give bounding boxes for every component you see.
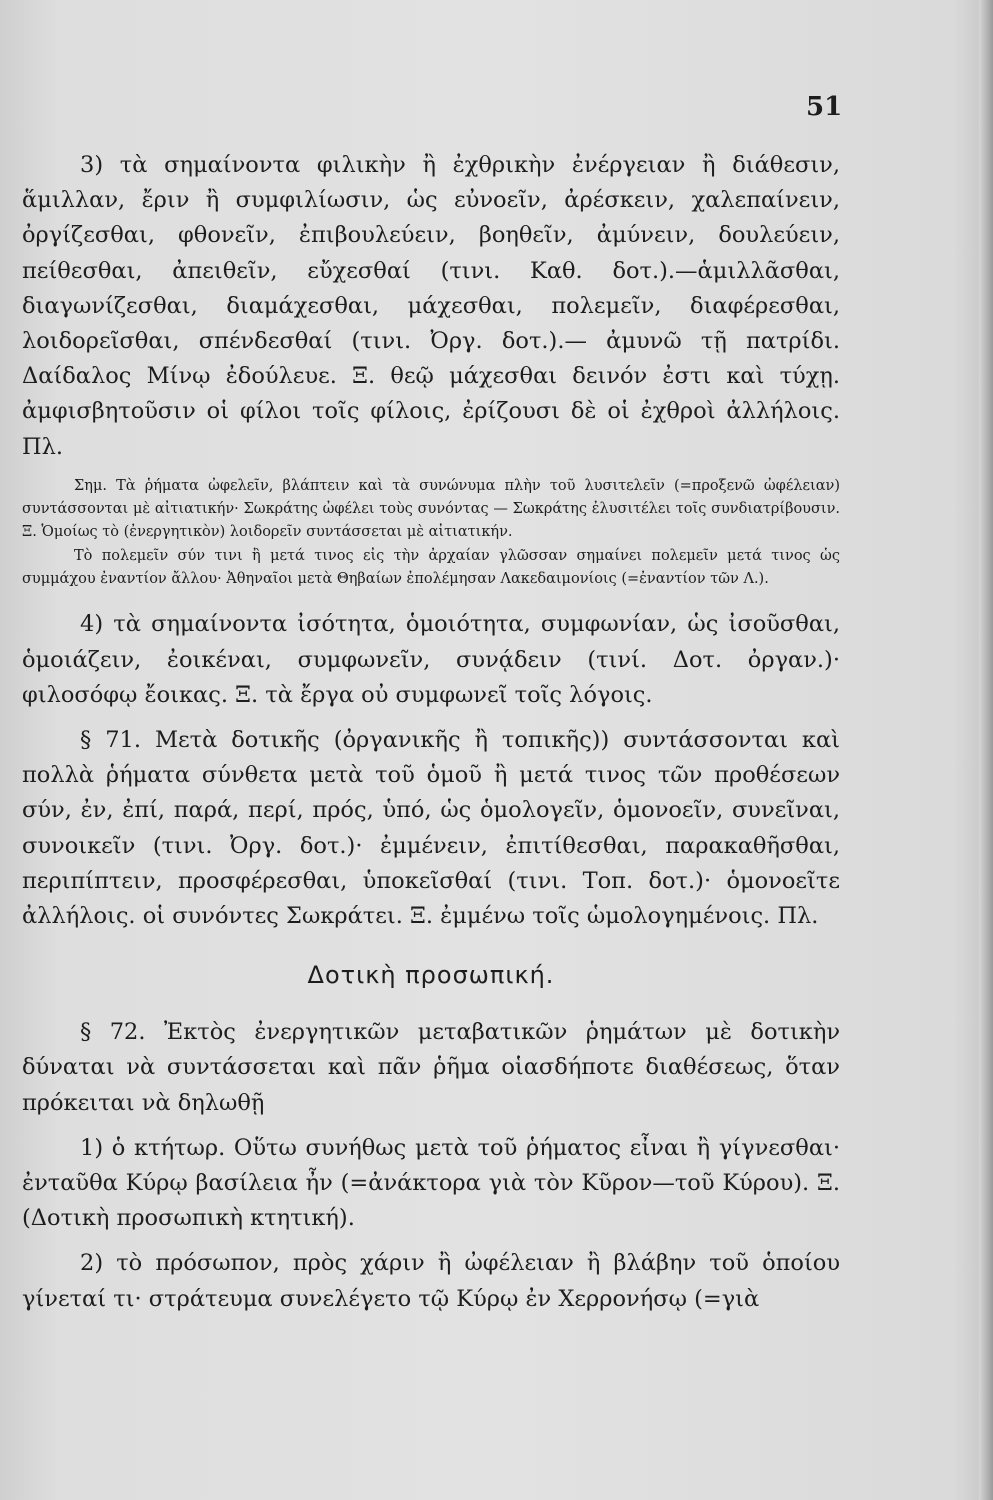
note-paragraph: Σημ. Τὰ ῥήματα ὠφελεῖν, βλάπτειν καὶ τὰ συνώνυμα πλὴν τοῦ λυσιτελεῖν (=προξενῶ ὠφέλειαν) συντάσσονται μὲ αἰτιατικήν· Σωκράτης ὠφέλει τοὺς συνόντας — Σωκράτης ἐλυσιτέλει τοῖς συνδιατρίβουσιν. Ξ. Ὁμοίως τὸ (ἐνεργητικὸν) λοιδορεῖν συντάσσεται μὲ αἰτιατικήν. — [22, 477, 840, 541]
page-body — [22, 148, 840, 1317]
paragraph-2-person: 2) τὸ πρόσωπον, πρὸς χάριν ἢ ὠφέλειαν ἢ βλάβην τοῦ ὁποίου γίνεταί τι· στράτευμα συνελέγετο τῷ Κύρῳ ἐν Χερρονήσῳ (=γιὰ — [22, 1250, 840, 1312]
page-edge-shadow — [979, 0, 993, 1500]
paragraph-1-owner: 1) ὁ κτήτωρ. Οὕτω συνήθως μετὰ τοῦ ῥήματος εἶναι ἢ γίγνεσθαι· ἐνταῦθα Κύρῳ βασίλεια ἦν (=ἀνάκτορα γιὰ τὸν Κῦρον—τοῦ Κύρου). Ξ. (Δοτικὴ προσωπικὴ κτητική). — [22, 1134, 840, 1232]
section-71-paragraph: § 71. Μετὰ δοτικῆς (ὀργανικῆς ἢ τοπικῆς)) συντάσσονται καὶ πολλὰ ῥήματα σύνθετα μετὰ τοῦ ὁμοῦ ἢ μετά τινος τῶν προθέσεων σύν, ἐν, ἐπί, παρά, περί, πρός, ὑπό, ὡς ὁμολογεῖν, ὁμονοεῖν, συνεῖναι, συνοικεῖν (τινι. Ὀργ. δοτ.)· ἐμμένειν, ἐπιτίθεσθαι, παρακαθῆσθαι, περιπίπτειν, προσφέρεσθαι, ὑποκεῖσθαί (τινι. Τοπ. δοτ.)· ὁμονοεῖτε ἀλλήλοις. οἱ συνόντες Σωκράτει. Ξ. ἐμμένω τοῖς ὡμολογημένοις. Πλ. — [22, 726, 840, 929]
note-block — [22, 475, 840, 591]
paragraph-4-equality-verbs: 4) τὰ σημαίνοντα ἰσότητα, ὁμοιότητα, συμφωνίαν, ὡς ἰσοῦσθαι, ὁμοιάζειν, ἐοικέναι, συμφωνεῖν, συνᾴδειν (τινί. Δοτ. ὀργαν.)· φιλοσόφῳ ἔοικας. Ξ. τὰ ἔργα οὐ συμφωνεῖ τοῖς λόγοις. — [22, 611, 840, 708]
section-heading: Δοτικὴ προσωπική. — [307, 961, 555, 990]
page-number: 51 — [806, 92, 843, 122]
paragraph-3-friendly-hostile-verbs: 3) τὰ σημαίνοντα φιλικὴν ἢ ἐχθρικὴν ἐνέργειαν ἢ διάθεσιν, ἅμιλλαν, ἔριν ἢ συμφιλίωσιν, ὡς εὐνοεῖν, ἀρέσκειν, χαλεπαίνειν, ὀργίζεσθαι, φθονεῖν, ἐπιβουλεύειν, βοηθεῖν, ἀμύνειν, δουλεύειν, πείθεσθαι, ἀπειθεῖν, εὔχεσθαί (τινι. Καθ. δοτ.).—ἁμιλλᾶσθαι, διαγωνίζεσθαι, διαμάχεσθαι, μάχεσθαι, πολεμεῖν, διαφέρεσθαι, λοιδορεῖσθαι, σπένδεσθαί (τινι. Ὀργ. δοτ.).— ἀμυνῶ τῇ πατρίδι. Δαίδαλος Μίνῳ ἐδούλευε. Ξ. θεῷ μάχεσθαι δεινόν ἐστι καὶ τύχῃ. ἀμφισβητοῦσιν οἱ φίλοι τοῖς φίλοις, ἐρίζουσι δὲ οἱ ἐχθροὶ ἀλλήλοις. Πλ. — [22, 152, 840, 460]
note-paragraph: Τὸ πολεμεῖν σύν τινι ἢ μετά τινος εἰς τὴν ἀρχαίαν γλῶσσαν σημαίνει πολεμεῖν μετά τινος ὡς συμμάχου ἐναντίον ἄλλου· Ἀθηναῖοι μετὰ Θηβαίων ἐπολέμησαν Λακεδαιμονίοις (=ἐναντίον τῶν Λ.). — [22, 547, 840, 588]
section-72-paragraph: § 72. Ἐκτὸς ἐνεργητικῶν μεταβατικῶν ῥημάτων μὲ δοτικὴν δύναται νὰ συντάσσεται καὶ πᾶν ῥῆμα οἱασδήποτε διαθέσεως, ὅταν πρόκειται νὰ δηλωθῇ — [22, 1019, 840, 1116]
